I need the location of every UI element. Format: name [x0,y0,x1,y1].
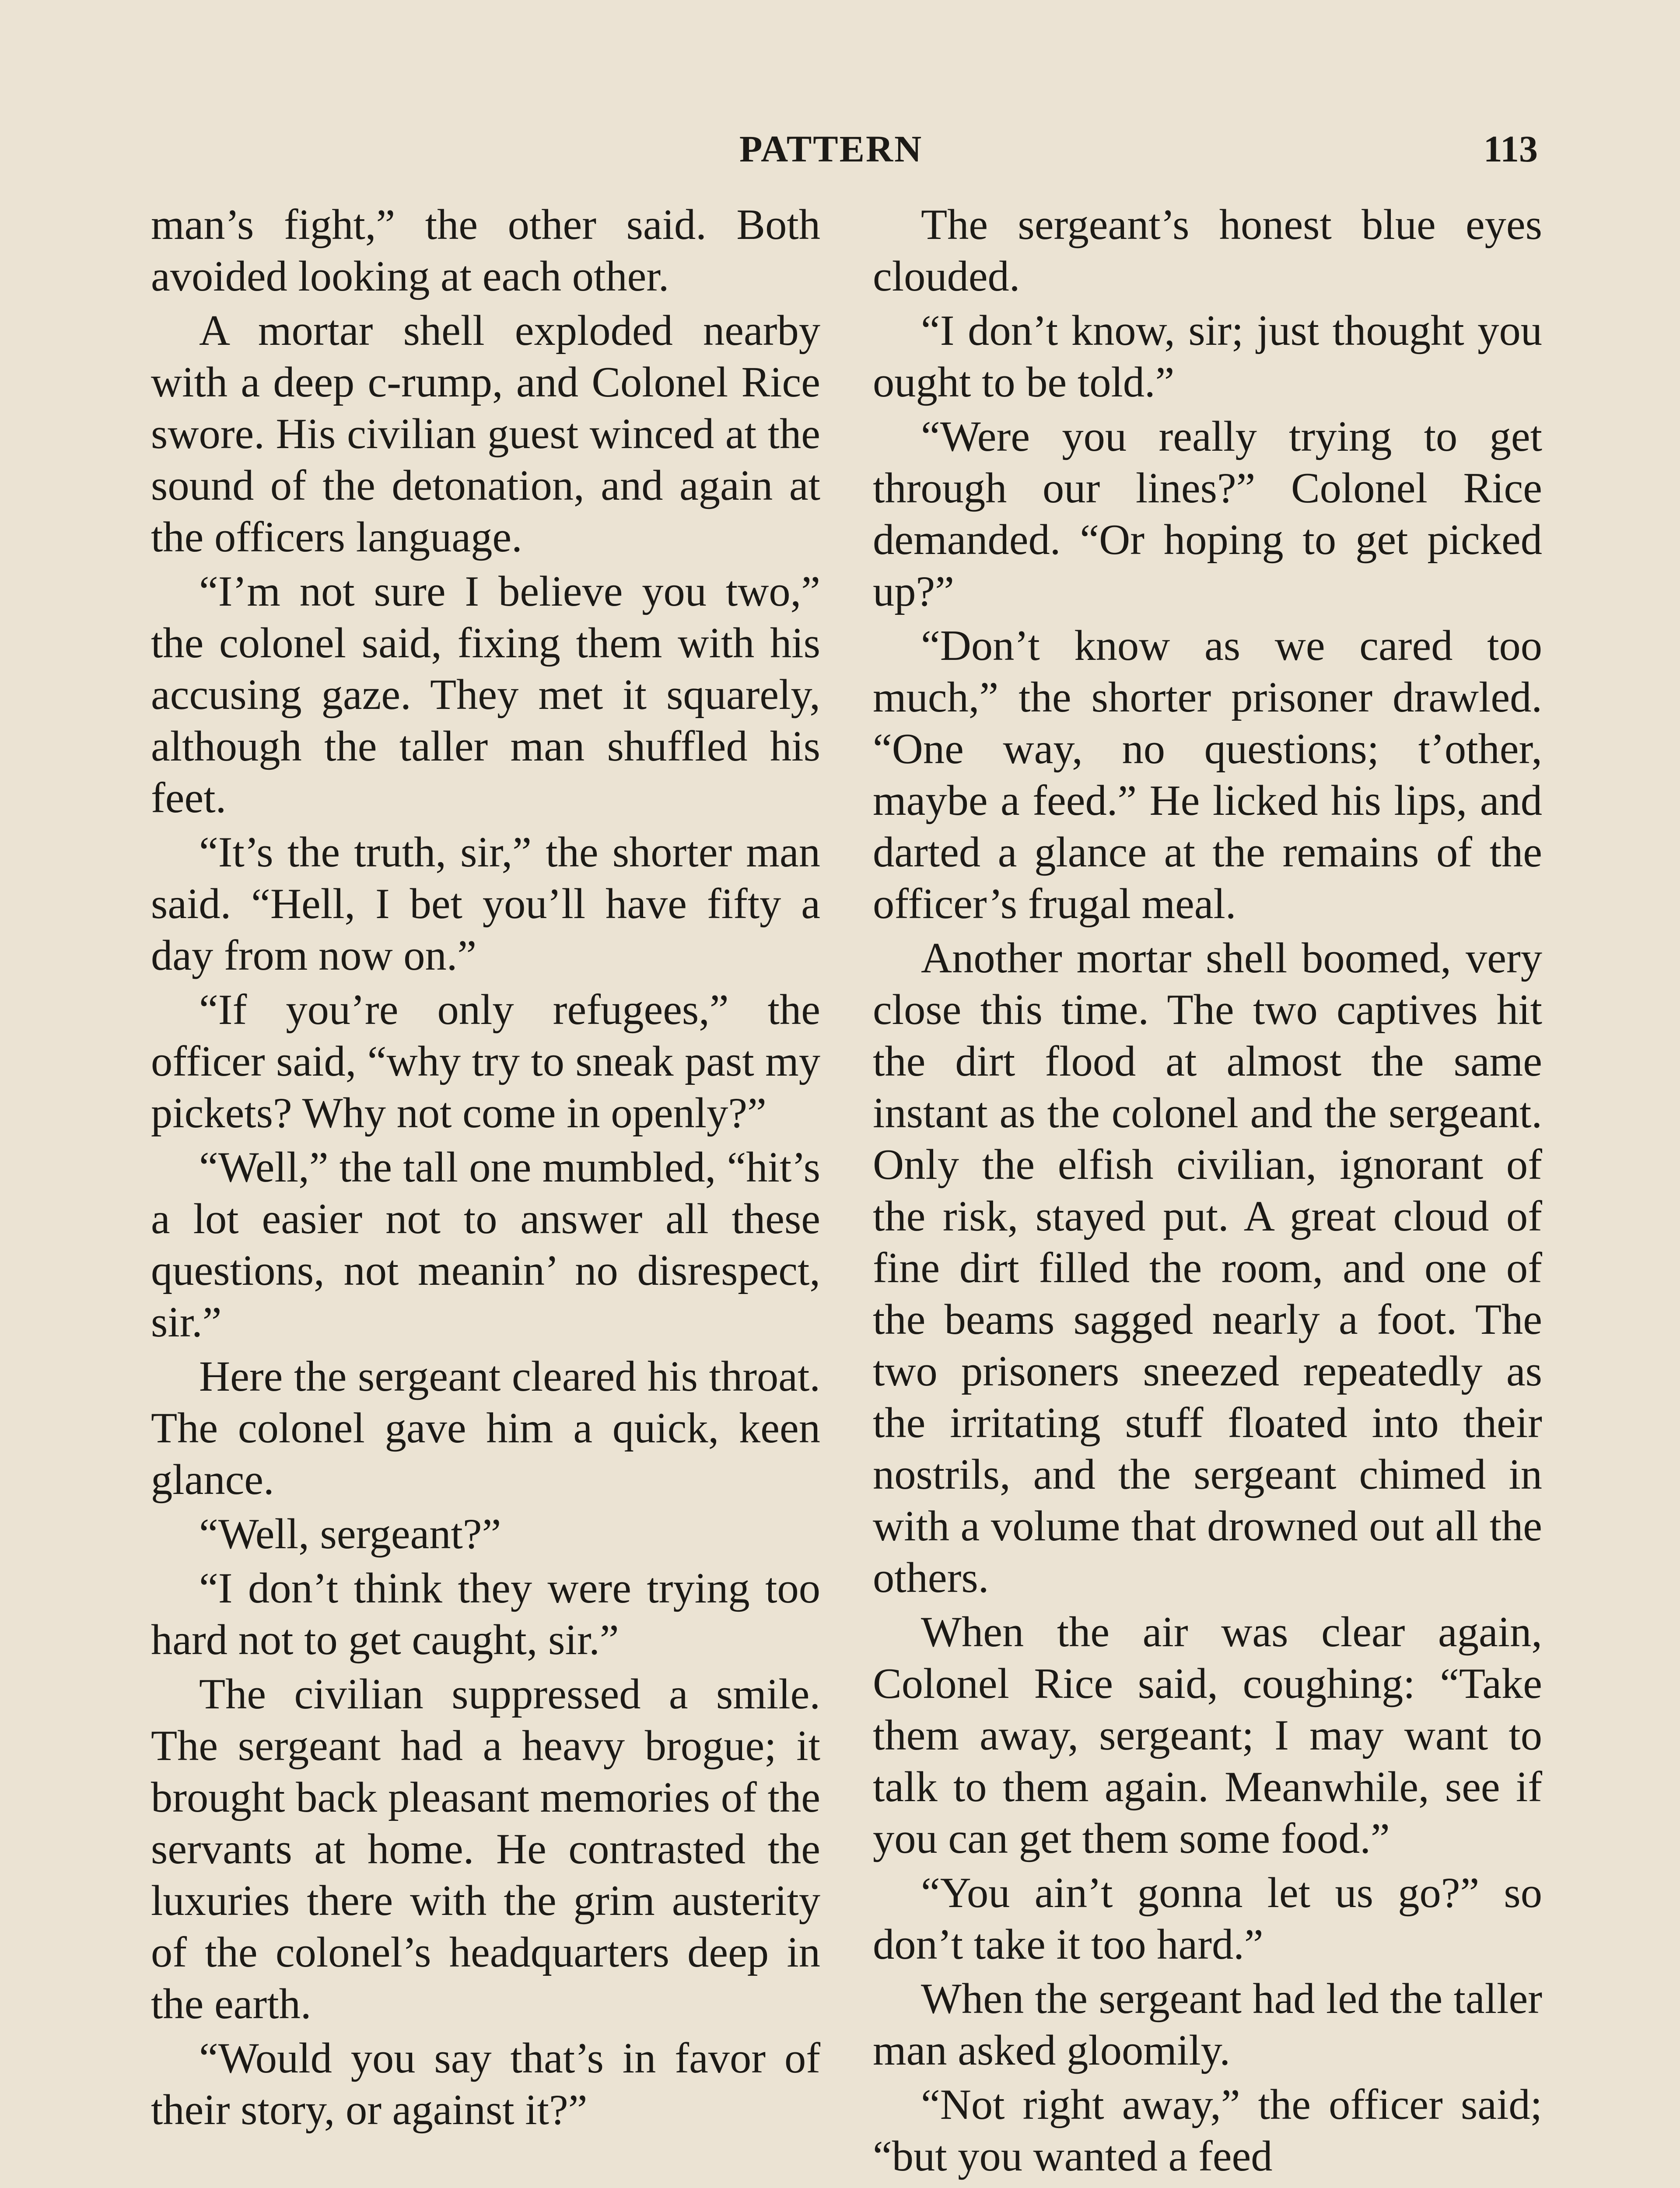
paragraph: “If you’re only refugees,” the officer said, “why try to sneak past my pickets? Why not come in openly?” [151,986,820,1137]
paragraph: “I’m not sure I believe you two,” the colonel said, fixing them with his accusing gaze. They met it squarely, although the taller man shuffled his feet. [151,568,820,822]
paragraph: “I don’t think they were trying too hard not to get caught, sir.” [151,1564,820,1664]
paragraph: “Would you say that’s in favor of their story, or against it?” [151,2034,820,2134]
paragraph: Here the sergeant cleared his throat. The colonel gave him a quick, keen glance. [151,1353,820,1504]
paragraph: “I don’t know, sir; just thought you ought to be told.” [873,307,1542,406]
paragraph: Another mortar shell boomed, very close this time. The two captives hit the dirt flood at almost the same instant as the colonel and the sergeant. Only the elfish civilian, ignorant of the risk, stayed put. A great cloud of fine dirt filled the room, and one of the beams sagged nearly a foot. The two prisoners sneezed repeatedly as the irritating stuff floated into their nostrils, and the sergeant chimed in with a volume that drowned out all the others. [873,934,1542,1602]
paragraph: When the air was clear again, Colonel Rice said, coughing: “Take them away, sergeant; I may want to talk to them again. Meanwhile, see if you can get them some food.” [873,1608,1542,1862]
paragraph: When the sergeant had led the taller man asked gloomily. [873,1975,1542,2074]
left-column [151,199,820,2139]
paragraph: The civilian suppressed a smile. The sergeant had a heavy brogue; it brought back pleasant memories of the servants at home. He contrasted the luxuries there with the grim austerity of the colonel’s headquarters deep in the earth. [151,1670,820,2028]
paragraph: “It’s the truth, sir,” the shorter man said. “Hell, I bet you’ll have fifty a day from now on.” [151,828,820,979]
paragraph: “Not right away,” the officer said; “but you wanted a feed [873,2081,1542,2180]
right-column [873,199,1542,2185]
running-head: PATTERN [739,128,923,170]
page-number: 113 [1483,128,1538,170]
paragraph: “Don’t know as we cared too much,” the shorter prisoner drawled. “One way, no questions; t’other, maybe a feed.” He licked his lips, and darted a glance at the remains of the officer’s frugal meal. [873,622,1542,928]
paragraph: “Well, sergeant?” [199,1510,501,1558]
paragraph: A mortar shell exploded nearby with a deep c-rump, and Colonel Rice swore. His civilian guest winced at the sound of the detonation, and again at the officers language. [151,307,820,561]
page-header [0,127,1680,179]
paragraph: man’s fight,” the other said. Both avoided looking at each other. [151,201,820,300]
paragraph: “Were you really trying to get through our lines?” Colonel Rice demanded. “Or hoping to get picked up?” [873,413,1542,615]
paragraph: “You ain’t gonna let us go?” so don’t take it too hard.” [873,1869,1542,1968]
paragraph: The sergeant’s honest blue eyes clouded. [873,201,1542,300]
paragraph: “Well,” the tall one mumbled, “hit’s a lot easier not to answer all these questions, not meanin’ no disrespect, sir.” [151,1143,820,1346]
